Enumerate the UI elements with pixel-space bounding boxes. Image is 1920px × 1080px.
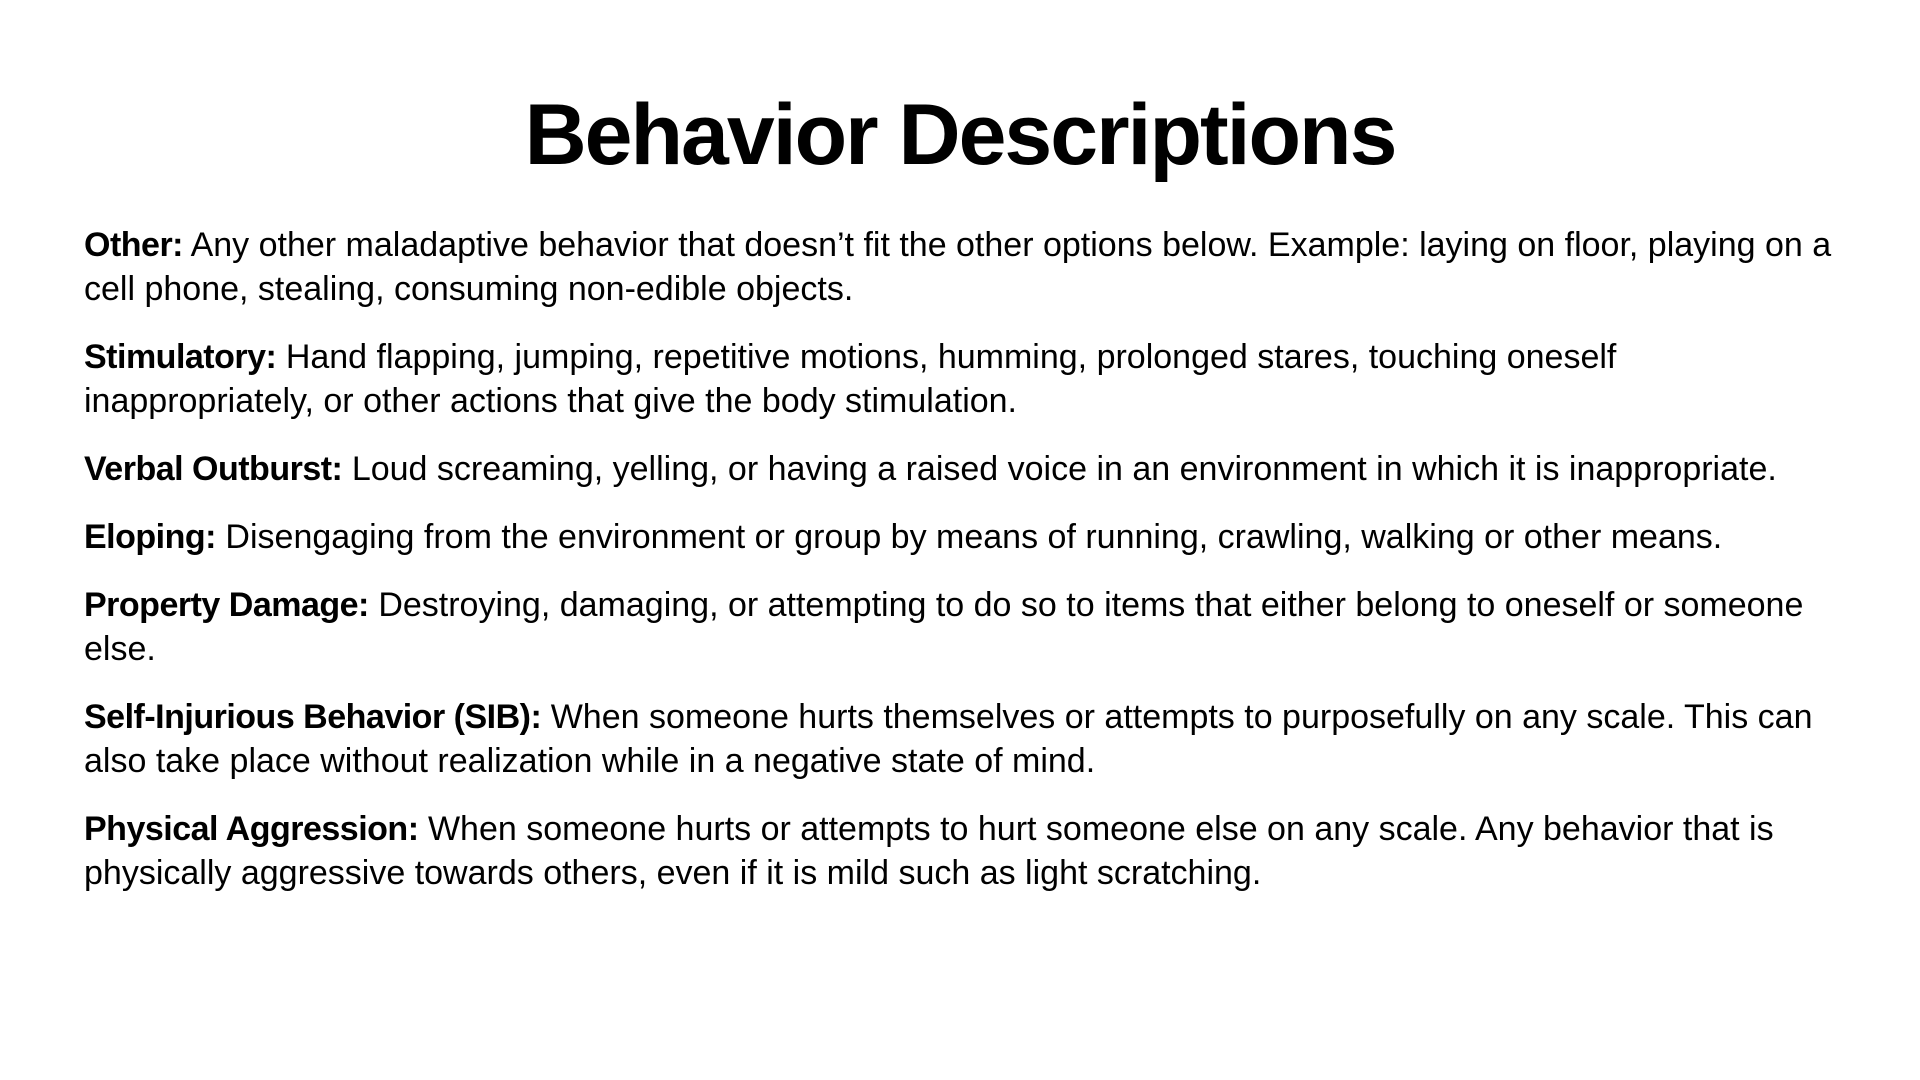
behavior-term: Property Damage: [84,585,369,624]
behavior-entry-physical-aggression [84,807,1854,895]
behavior-entry-verbal-outburst [84,447,1854,491]
behavior-term: Other: [84,225,183,264]
behavior-description: When someone hurts themselves or attempts to purposefully on any scale. This can also take place without realization while in a negative state of mind. [84,697,1813,780]
behavior-description: Destroying, damaging, or attempting to do so to items that either belong to oneself or someone else. [84,585,1804,668]
behavior-entry-stimulatory [84,335,1854,423]
behavior-term: Physical Aggression: [84,809,419,848]
behavior-term: Self-Injurious Behavior (SIB): [84,697,542,736]
behavior-description: Hand flapping, jumping, repetitive motions, humming, prolonged stares, touching oneself inappropriately, or other actions that give the body stimulation. [84,337,1617,420]
behavior-description: Disengaging from the environment or group by means of running, crawling, walking or other means. [225,517,1723,556]
behavior-term: Stimulatory: [84,337,277,376]
behavior-description: Any other maladaptive behavior that doesn’t fit the other options below. Example: laying on floor, playing on a cell phone, stealing, consuming non-edible objects. [84,225,1832,308]
behavior-list [84,223,1854,895]
behavior-entry-eloping [84,515,1854,559]
behavior-description: When someone hurts or attempts to hurt someone else on any scale. Any behavior that is physically aggressive towards others, even if it is mild such as light scratching. [84,809,1774,892]
behavior-term: Verbal Outburst: [84,449,343,488]
behavior-entry-property-damage [84,583,1854,671]
page-title: Behavior Descriptions [524,87,1396,183]
behavior-entry-other [84,223,1854,311]
behavior-term: Eloping: [84,517,216,556]
behavior-description: Loud screaming, yelling, or having a raised voice in an environment in which it is inappropriate. [351,449,1777,488]
behavior-entry-self-injurious [84,695,1854,783]
